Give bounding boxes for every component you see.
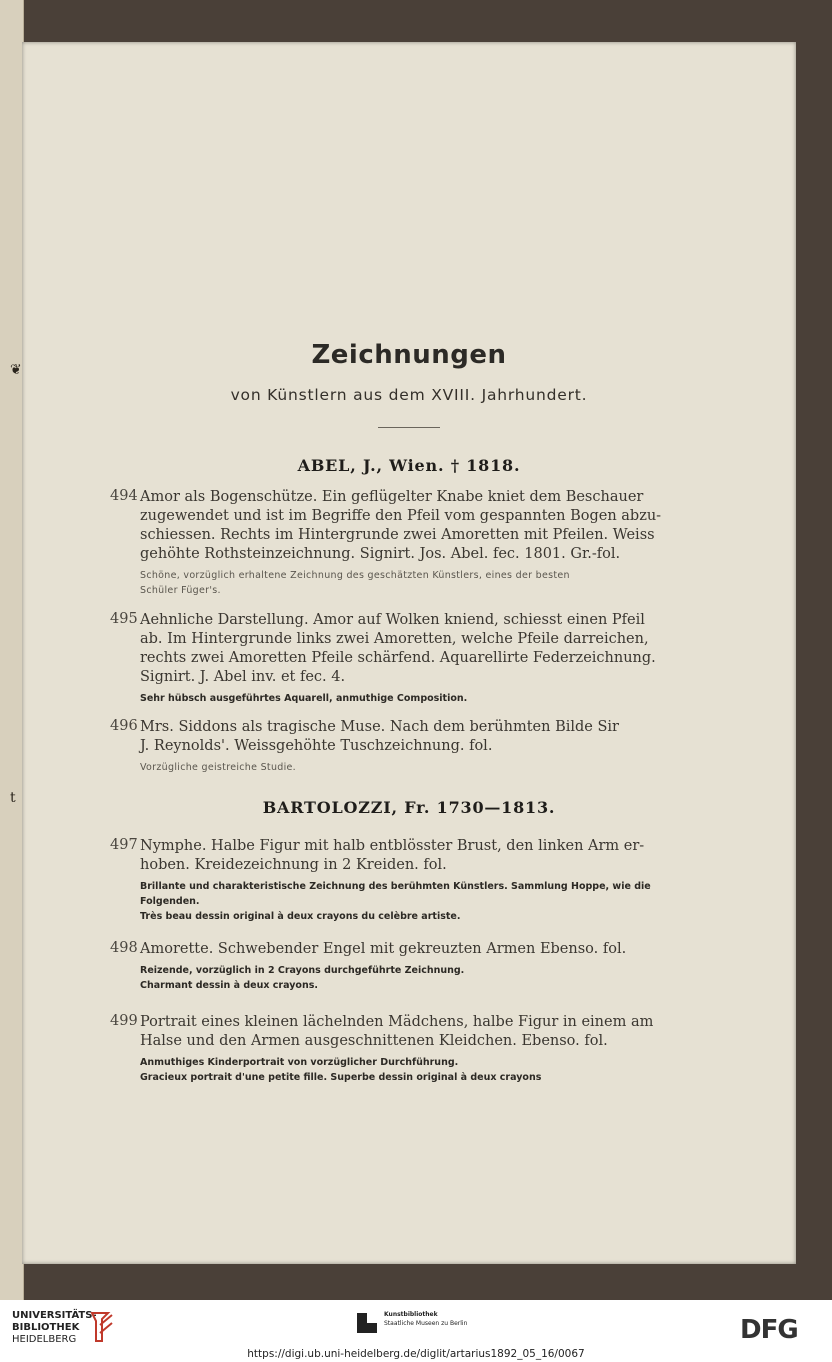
note-line: Vorzügliche geistreiche Studie. [140, 762, 296, 773]
note-line: Folgenden. [140, 896, 200, 907]
entry-description [140, 837, 692, 875]
page-subtitle: von Künstlern aus dem XVIII. Jahrhundert. [230, 386, 588, 404]
note-line: Schöne, vorzüglich erhaltene Zeichnung des geschätzten Künstlers, eines der besten [140, 570, 570, 581]
description-line: hoben. Kreidezeichnung in 2 Kreiden. fol. [140, 857, 447, 873]
artist-heading: BARTOLOZZI, Fr. 1730—1813. [262, 798, 556, 817]
description-line: rechts zwei Amoretten Pfeile schärfend. Aquarellirte Federzeichnung. [140, 650, 656, 666]
description-line: schiessen. Rechts im Hintergrunde zwei Amoretten mit Pfeilen. Weiss [140, 527, 655, 543]
previous-page-edge [0, 0, 24, 1300]
dfg-logo[interactable]: DFG [740, 1315, 798, 1345]
entry-description [140, 488, 692, 564]
heidelberg-mark-icon [86, 1309, 114, 1345]
catalog-entry [110, 1013, 692, 1085]
description-line: Aehnliche Darstellung. Amor auf Wolken kniend, schiesst einen Pfeil [140, 612, 645, 628]
catalog-entry [110, 837, 692, 924]
entry-note [140, 691, 692, 706]
catalog-page [22, 42, 796, 1264]
entry-note [140, 879, 692, 924]
page-title: Zeichnungen [311, 340, 507, 370]
entry-number: 499 [110, 1013, 138, 1029]
description-line: gehöhte Rothsteinzeichnung. Signirt. Jos. Abel. fec. 1801. Gr.-fol. [140, 546, 621, 562]
entry-number: 498 [110, 940, 138, 956]
kb-subtitle: Staatliche Museen zu Berlin [384, 1320, 468, 1327]
margin-mark: t [10, 790, 16, 806]
note-line: Reizende, vorzüglich in 2 Crayons durchgeführte Zeichnung. [140, 965, 465, 976]
viewer-footer [0, 1300, 832, 1362]
description-line: Amor als Bogenschütze. Ein geflügelter Knabe kniet dem Beschauer [140, 489, 644, 505]
description-line: ab. Im Hintergrunde links zwei Amoretten, welche Pfeile darreichen, [140, 631, 649, 647]
permalink-url[interactable]: https://digi.ub.uni-heidelberg.de/diglit/artarius1892_05_16/0067 [247, 1348, 585, 1360]
artist-heading: ABEL, J., Wien. † 1818. [297, 456, 521, 475]
catalog-entry [110, 718, 692, 775]
kunstbibliothek-logo-icon[interactable] [357, 1313, 377, 1333]
entry-number: 495 [110, 611, 138, 627]
entry-number: 496 [110, 718, 138, 734]
entry-description [140, 940, 692, 959]
description-line: Mrs. Siddons als tragische Muse. Nach dem berühmten Bilde Sir [140, 719, 619, 735]
entry-description [140, 718, 692, 756]
entry-note [140, 760, 692, 775]
description-line: Amorette. Schwebender Engel mit gekreuzten Armen Ebenso. fol. [140, 941, 627, 957]
catalog-entry [110, 488, 692, 598]
note-line: Sehr hübsch ausgeführtes Aquarell, anmuthige Composition. [140, 693, 468, 704]
note-line: Schüler Füger's. [140, 585, 221, 596]
description-line: J. Reynolds'. Weissgehöhte Tuschzeichnung. fol. [140, 738, 493, 754]
note-line: Anmuthiges Kinderportrait von vorzüglicher Durchführung. [140, 1057, 459, 1068]
description-line: Halse und den Armen ausgeschnittenen Kleidchen. Ebenso. fol. [140, 1033, 608, 1049]
divider [378, 427, 440, 428]
entry-note [140, 568, 692, 598]
description-line: Signirt. J. Abel inv. et fec. 4. [140, 669, 346, 685]
description-line: Portrait eines kleinen lächelnden Mädchens, halbe Figur in einem am [140, 1014, 654, 1030]
kb-name: Kunstbibliothek [384, 1311, 438, 1318]
entry-description [140, 1013, 692, 1051]
entry-note [140, 963, 692, 993]
logo-line: HEIDELBERG [12, 1334, 77, 1345]
logo-line: UNIVERSITÄTS- [12, 1310, 97, 1321]
note-line: Gracieux portrait d'une petite fille. Superbe dessin original à deux crayons [140, 1072, 542, 1083]
entry-number: 494 [110, 488, 138, 504]
catalog-entry [110, 940, 692, 993]
note-line: Très beau dessin original à deux crayons du celèbre artiste. [140, 911, 461, 922]
entry-description [140, 611, 692, 687]
note-line: Charmant dessin à deux crayons. [140, 980, 318, 991]
description-line: zugewendet und ist im Begriffe den Pfeil vom gespannten Bogen abzu- [140, 508, 662, 524]
kunstbibliothek-label [384, 1310, 467, 1328]
entry-note [140, 1055, 692, 1085]
margin-mark: ❦ [10, 362, 22, 378]
description-line: Nymphe. Halbe Figur mit halb entblösster Brust, den linken Arm er- [140, 838, 645, 854]
logo-line: BIBLIOTHEK [12, 1322, 80, 1333]
note-line: Brillante und charakteristische Zeichnung des berühmten Künstlers. Sammlung Hoppe, wie die [140, 881, 651, 892]
heidelberg-library-logo[interactable] [12, 1310, 97, 1346]
catalog-entry [110, 611, 692, 706]
entry-number: 497 [110, 837, 138, 853]
